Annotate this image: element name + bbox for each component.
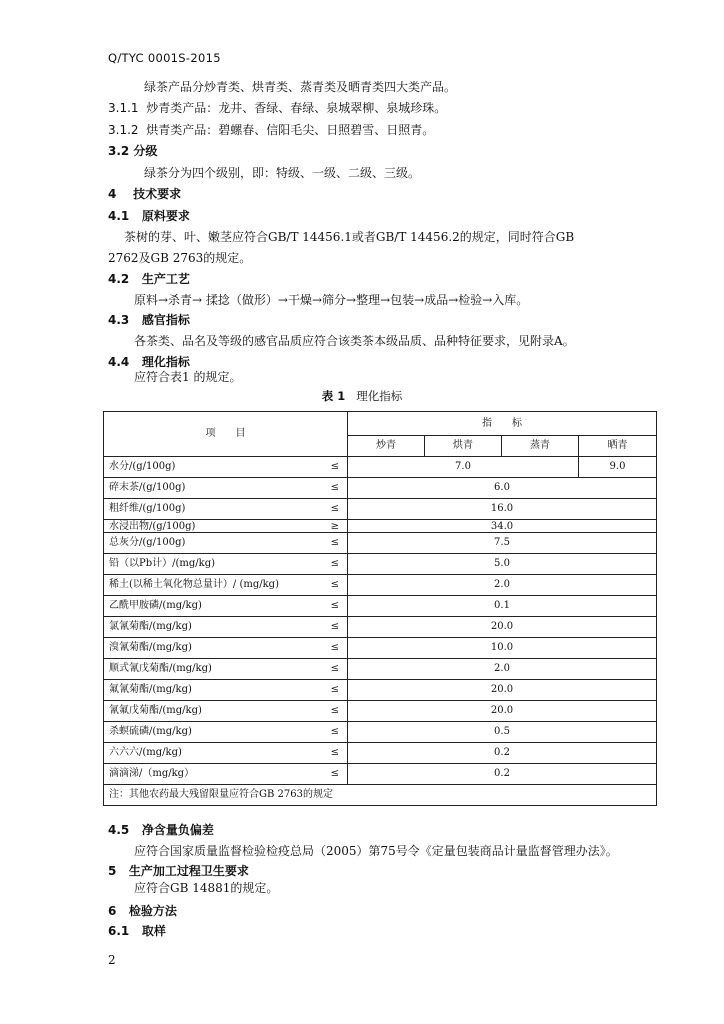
clause-3-1-1	[108, 101, 446, 115]
table-row	[104, 680, 657, 701]
row-item: 水浸出物/(g/100g)	[104, 520, 312, 533]
heading-4-2	[108, 272, 190, 286]
row-value: 20.0	[348, 680, 657, 701]
row-operator: ≤	[312, 701, 348, 722]
paragraph-process-flow: 原料→杀青→ 揉捻（做形）→干燥→筛分→整理→包装→成品→检验→入库。	[134, 293, 529, 307]
row-operator: ≤	[312, 478, 348, 499]
table-row	[104, 638, 657, 659]
row-item: 顺式氰戊菊酯/(mg/kg)	[104, 659, 312, 680]
heading-4-5	[108, 823, 214, 837]
heading-number: 4	[108, 187, 117, 201]
table-row	[104, 520, 657, 533]
row-item: 氟氰菊酯/(mg/kg)	[104, 680, 312, 701]
row-value: 2.0	[348, 659, 657, 680]
row-item: 氰氟戊菊酯/(mg/kg)	[104, 701, 312, 722]
row-value: 0.2	[348, 743, 657, 764]
row-operator: ≤	[312, 457, 348, 478]
row-item: 粗纤维/(g/100g)	[104, 499, 312, 520]
heading-title: 净含量负偏差	[141, 823, 214, 837]
clause-number: 3.1.1	[108, 101, 139, 115]
row-operator: ≤	[312, 575, 348, 596]
heading-number: 6	[108, 904, 117, 918]
table-subheader-zhengqing: 蒸青	[502, 436, 579, 457]
row-operator: ≤	[312, 554, 348, 575]
table-row	[104, 743, 657, 764]
table-row	[104, 575, 657, 596]
table-row	[104, 457, 657, 478]
row-operator: ≤	[312, 617, 348, 638]
row-operator: ≤	[312, 533, 348, 554]
paragraph-raw-materials-line1: 茶树的芽、叶、嫩茎应符合GB/T 14456.1或者GB/T 14456.2的规定，同时符合GB	[124, 230, 575, 244]
heading-6	[108, 904, 177, 918]
heading-title: 理化指标	[141, 355, 190, 369]
row-operator: ≥	[312, 520, 348, 533]
row-operator: ≤	[312, 499, 348, 520]
row-value: 7.5	[348, 533, 657, 554]
row-operator: ≤	[312, 764, 348, 785]
row-value-shaiqing: 9.0	[579, 457, 657, 478]
row-value: 7.0	[348, 457, 579, 478]
heading-title: 原料要求	[141, 209, 190, 223]
row-value: 10.0	[348, 638, 657, 659]
page-number: 2	[108, 953, 116, 967]
table-row	[104, 499, 657, 520]
paragraph-grades: 绿茶分为四个级别，即：特级、一级、二级、三级。	[144, 166, 421, 180]
heading-title: 感官指标	[141, 313, 190, 327]
row-value: 0.1	[348, 596, 657, 617]
table-row	[104, 554, 657, 575]
heading-title: 取样	[141, 924, 166, 938]
row-item: 氯氰菊酯/(mg/kg)	[104, 617, 312, 638]
paragraph-net-content: 应符合国家质量监督检验检疫总局（2005）第75号令《定量包装商品计量监督管理办法》。	[134, 844, 618, 858]
row-value: 20.0	[348, 617, 657, 638]
heading-4-3	[108, 313, 190, 327]
physicochemical-table	[103, 411, 657, 806]
heading-number: 6.1	[108, 924, 130, 938]
row-value: 34.0	[348, 520, 657, 533]
heading-6-1	[108, 924, 166, 938]
row-operator: ≤	[312, 638, 348, 659]
heading-title: 生产工艺	[141, 272, 190, 286]
heading-5	[108, 864, 249, 878]
row-operator: ≤	[312, 659, 348, 680]
row-item: 杀螟硫磷/(mg/kg)	[104, 722, 312, 743]
heading-number: 4.2	[108, 272, 130, 286]
heading-4-1	[108, 209, 190, 223]
table-row	[104, 617, 657, 638]
table-note: 注：其他农药最大残留限量应符合GB 2763的规定	[104, 785, 657, 806]
standard-code-header: Q/TYC 0001S-2015	[108, 51, 221, 65]
table-caption-title: 理化指标	[356, 389, 403, 403]
paragraph-see-table: 应符合表1 的规定。	[134, 370, 242, 384]
table-header-index: 指 标	[348, 412, 657, 436]
table-header-item: 项 目	[104, 412, 348, 457]
row-item: 稀土(以稀土氧化物总量计）/ (mg/kg)	[104, 575, 312, 596]
row-value: 20.0	[348, 701, 657, 722]
table-row	[104, 701, 657, 722]
table-row	[104, 478, 657, 499]
table-caption	[0, 389, 724, 403]
paragraph-hygiene: 应符合GB 14881的规定。	[134, 881, 279, 895]
row-operator: ≤	[312, 596, 348, 617]
table-row	[104, 533, 657, 554]
heading-number: 4.5	[108, 823, 130, 837]
heading-title: 检验方法	[128, 904, 177, 918]
row-value: 16.0	[348, 499, 657, 520]
heading-number: 5	[108, 864, 117, 878]
row-item: 碎末茶/(g/100g)	[104, 478, 312, 499]
clause-number: 3.1.2	[108, 123, 139, 137]
table-caption-label: 表 1	[321, 389, 346, 403]
row-value: 6.0	[348, 478, 657, 499]
row-value: 0.2	[348, 764, 657, 785]
row-item: 铅（以Pb计）/(mg/kg)	[104, 554, 312, 575]
heading-number: 4.3	[108, 313, 130, 327]
paragraph-raw-materials-line2: 2762及GB 2763的规定。	[108, 251, 252, 265]
table-row	[104, 764, 657, 785]
table-subheader-shaiqing: 晒青	[579, 436, 657, 457]
heading-title: 技术要求	[133, 187, 182, 201]
row-item: 六六六/(mg/kg)	[104, 743, 312, 764]
row-value: 2.0	[348, 575, 657, 596]
row-value: 5.0	[348, 554, 657, 575]
heading-number: 4.1	[108, 209, 130, 223]
heading-3-2: 3.2 分级	[108, 144, 158, 158]
row-value: 0.5	[348, 722, 657, 743]
clause-text: 炒青类产品：龙井、香绿、春绿、泉城翠柳、泉城珍珠。	[146, 101, 447, 115]
row-operator: ≤	[312, 743, 348, 764]
heading-number: 4.4	[108, 355, 130, 369]
row-item: 总灰分/(g/100g)	[104, 533, 312, 554]
table-subheader-hongqing: 烘青	[425, 436, 502, 457]
clause-text: 烘青类产品：碧螺春、信阳毛尖、日照碧雪、日照青。	[146, 123, 435, 137]
paragraph-sensory: 各茶类、品名及等级的感官品质应符合该类茶本级品质、品种特征要求，见附录A。	[134, 334, 575, 348]
row-operator: ≤	[312, 680, 348, 701]
table-row	[104, 596, 657, 617]
row-item: 水分/(g/100g)	[104, 457, 312, 478]
heading-4-4	[108, 355, 190, 369]
row-item: 滴滴涕/（mg/kg）	[104, 764, 312, 785]
row-operator: ≤	[312, 722, 348, 743]
heading-title: 生产加工过程卫生要求	[128, 864, 249, 878]
table-row	[104, 659, 657, 680]
row-item: 乙酰甲胺磷/(mg/kg)	[104, 596, 312, 617]
table-subheader-chaoqing: 炒青	[348, 436, 425, 457]
table-row	[104, 722, 657, 743]
paragraph-product-categories: 绿茶产品分炒青类、烘青类、蒸青类及晒青类四大类产品。	[144, 80, 457, 94]
clause-3-1-2	[108, 123, 434, 137]
row-item: 溴氰菊酯/(mg/kg)	[104, 638, 312, 659]
heading-4	[108, 187, 181, 201]
